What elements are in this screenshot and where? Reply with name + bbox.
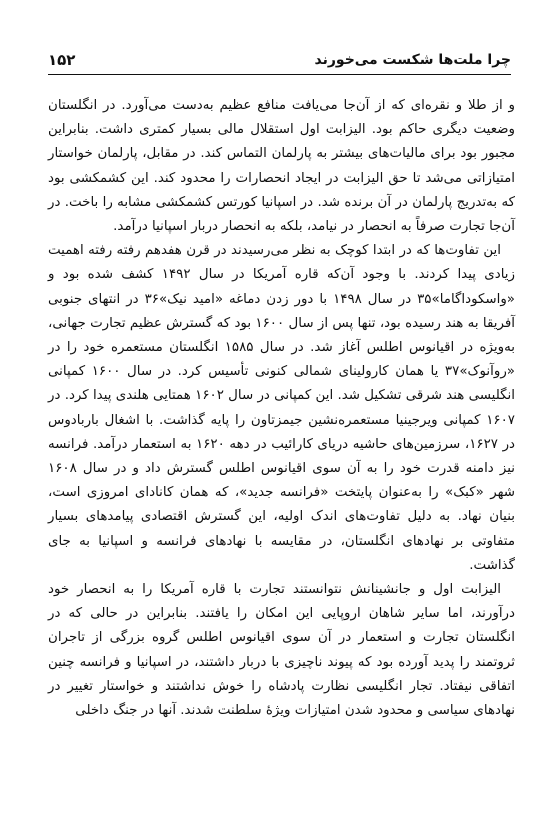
running-title: چرا ملت‌ها شکست می‌خورند — [314, 52, 511, 68]
body-text — [48, 94, 515, 723]
header-rule — [48, 74, 511, 75]
page-header — [48, 50, 511, 78]
paragraph: این تفاوت‌ها که در ابتدا کوچک به نظر می‌رسیدند در قرن هفدهم رفته رفته اهمیت زیادی پیدا کردند. با وجود آن‌که قاره آمریکا در سال ۱۴۹۲ کشف شده بود و «واسکوداگاما»۳۵ در سال ۱۴۹۸ با دور زدن دماغه «امید نیک»۳۶ در انتهای جنوبی آفریقا به هند رسیده بود، تنها پس از سال ۱۶۰۰ بود که گسترش عظیم تجارت جهانی، به‌ویژه در اقیانوس اطلس آغاز شد. در سال ۱۵۸۵ انگلستان مستعمره خود را در «روآنوک»۳۷ یا همان کارولینای شمالی کنونی تأسیس کرد. در سال ۱۶۰۰ کمپانی انگلیسی هند شرقی تشکیل شد. این کمپانی در سال ۱۶۰۲ همتایی هلندی پیدا کرد. در ۱۶۰۷ کمپانی ویرجینیا مستعمره‌نشین جیمزتاون را پایه گذاشت. با اشغال باربادوس در ۱۶۲۷، سرزمین‌های حاشیه دریای کارائیب در دهه ۱۶۲۰ به استعمار درآمد. فرانسه نیز دامنه قدرت خود را به آن سوی اقیانوس اطلس گسترش داد و در سال ۱۶۰۸ شهر «کبک» را به‌عنوان پایتخت «فرانسه جدید»، که همان کانادای امروزی است، بنیان نهاد. به دلیل تفاوت‌های اندک اولیه، این گسترش اقتصادی پیامدهای بسیار متفاوتی بر نهادهای انگلستان، در مقایسه با نهادهای فرانسه و اسپانیا به جای گذاشت. — [48, 243, 516, 573]
page-number: ۱۵۲ — [48, 51, 76, 69]
paragraph: الیزابت اول و جانشینانش نتوانستند تجارت با قاره آمریکا را به انحصار خود درآورند، اما سایر شاهان اروپایی این امکان را یافتند. بنابراین در حالی که در انگلستان تجارت و استعمار در آن سوی اقیانوس اطلس گروه بزرگی از تاجران ثروتمند را پدید آورده بود که پیوند ناچیزی با دربار داشتند، در اسپانیا و فرانسه چنین اتفاقی نیفتاد. تجار انگلیسی نظارت پادشاه را خوش نداشتند و خواستار تغییر در نهادهای سیاسی و محدود شدن امتیازات ویژهٔ سلطنت شدند. آنها در جنگ داخلی — [48, 582, 515, 719]
paragraph: و از طلا و نقره‌ای که از آن‌جا می‌یافت منافع عظیم به‌دست می‌آورد. در انگلستان وضعیت دیگری حاکم بود. الیزابت اول استقلال مالی بسیار کمتری داشت. بنابراین مجبور بود برای مالیات‌های بیشتر به پارلمان التماس کند. در مقابل، پارلمان خواستار امتیازاتی می‌شد تا حق الیزابت در ایجاد انحصارات را محدود کند. این کشمکشی بود که به‌تدریج پارلمان در آن برنده شد. در اسپانیا کورتس کشمکشی مشابه را باخت. در آن‌جا تجارت صرفاً به انحصار در نیامد، بلکه به انحصار دربار اسپانیا درآمد. — [48, 98, 515, 235]
